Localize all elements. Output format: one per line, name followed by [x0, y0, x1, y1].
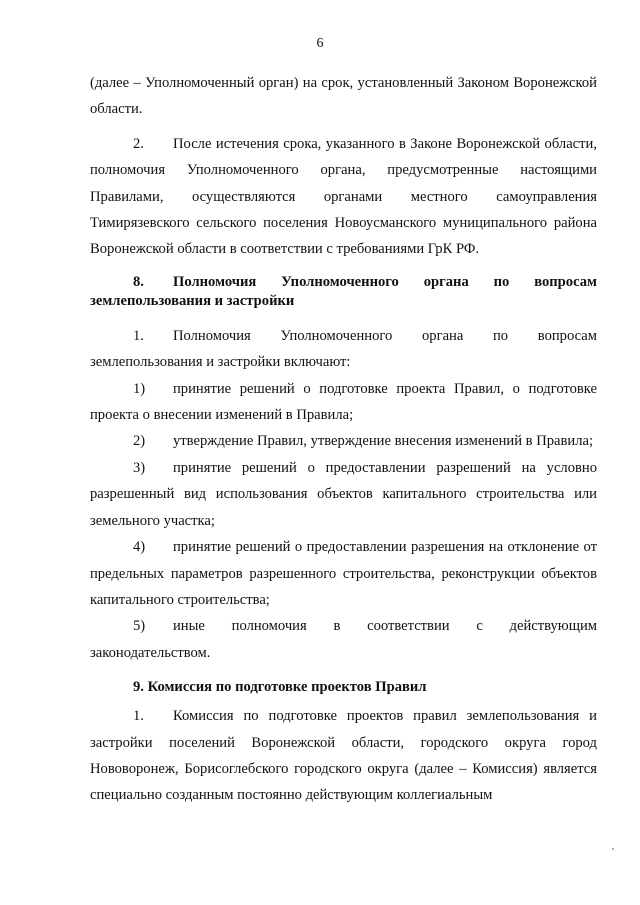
paragraph-text: Полномочия Уполномоченного органа по вопросам землепользования и застройки включают:	[90, 327, 597, 371]
section-8-paragraph-1	[90, 323, 597, 376]
paragraph-number: 2.	[133, 135, 144, 152]
heading-number: 8.	[133, 273, 144, 290]
item-number: 1)	[133, 380, 146, 397]
item-text: принятие решений о подготовке проекта Правил, о подготовке проекта о внесении изменений в Правила;	[90, 380, 597, 424]
section-9-heading: 9. Комиссия по подготовке проектов Правил	[133, 679, 427, 696]
item-number: 5)	[133, 618, 146, 635]
list-item	[90, 455, 597, 534]
item-text: принятие решений о предоставлении разрешения на отклонение от предельных параметров разрешенного строительства, реконструкции объектов капитального строительства;	[90, 539, 597, 608]
document-body	[90, 70, 597, 809]
item-number: 4)	[133, 539, 146, 556]
section-8-heading	[90, 273, 597, 311]
paragraph-text: Комиссия по подготовке проектов правил землепользования и застройки поселений Воронежской области, городского округа город Нововоронеж, Борисоглебского городского округа (далее – Комиссия) является специально созданным постоянно действующим коллегиальным	[90, 708, 597, 804]
scan-speck	[612, 848, 614, 850]
list-item	[90, 534, 597, 613]
list-item	[90, 376, 597, 429]
paragraph-number: 1.	[133, 708, 144, 725]
item-number: 3)	[133, 459, 146, 476]
list-item	[90, 428, 597, 454]
item-text: утверждение Правил, утверждение внесения изменений в Правила;	[173, 433, 594, 450]
list-item	[90, 613, 597, 666]
paragraph-number: 1.	[133, 327, 144, 344]
intro-paragraph: (далее – Уполномоченный орган) на срок, установленный Законом Воронежской области.	[90, 75, 597, 118]
paragraph-text: После истечения срока, указанного в Законе Воронежской области, полномочия Уполномоченного органа, предусмотренные настоящими Правилами, осуществляются органами местного самоуправления Тимирязевского сельского поселения Новоусманского муниципального района Воронежской области в соответствии с требованиями ГрК РФ.	[90, 135, 597, 258]
heading-text: Полномочия Уполномоченного органа по вопросам землепользования и застройки	[90, 273, 597, 309]
item-text: принятие решений о предоставлении разрешений на условно разрешенный вид использования объектов капитального строительства или земельного участка;	[90, 459, 597, 529]
paragraph-7-2	[90, 131, 597, 263]
section-9-paragraph-1	[90, 703, 597, 809]
item-text: иные полномочия в соответствии с действующим законодательством.	[90, 618, 597, 661]
item-number: 2)	[133, 433, 146, 450]
page-number: 6	[316, 36, 324, 51]
